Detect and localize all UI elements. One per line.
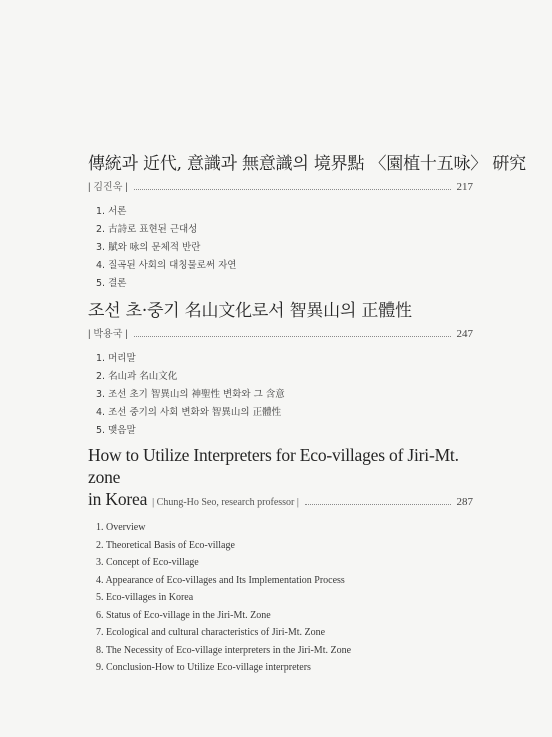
author-name: | Chung-Ho Seo, research professor |	[152, 497, 299, 508]
article-title: 조선 초·중기 名山文化로서 智異山의 正體性	[88, 301, 412, 321]
dot-leader	[134, 188, 451, 190]
dot-leader	[134, 335, 451, 337]
byline	[88, 488, 473, 510]
list-item: 2. Theoretical Basis of Eco-village	[96, 539, 235, 551]
section-list	[96, 203, 473, 293]
author-name: | 박용국 |	[88, 329, 128, 340]
list-item: 5. 맺음말	[96, 425, 136, 436]
list-item: 1. Overview	[96, 522, 146, 533]
list-item: 2. 名山과 名山文化	[96, 371, 178, 382]
dot-leader	[305, 503, 451, 505]
list-item: 9. Conclusion-How to Utilize Eco-village interpreters	[96, 662, 311, 673]
byline	[88, 326, 473, 340]
toc-entry-3	[88, 444, 473, 677]
list-item: 3. Concept of Eco-village	[96, 557, 199, 568]
toc-entry-2	[88, 300, 473, 440]
list-item: 2. 古詩로 표현된 근대성	[96, 224, 198, 235]
list-item: 5. Eco-villages in Korea	[96, 592, 194, 603]
list-item: 4. Appearance of Eco-villages and Its Implementation Process	[96, 574, 345, 586]
list-item: 6. Status of Eco-village in the Jiri-Mt. Zone	[96, 609, 271, 621]
list-item: 4. 질곡된 사회의 대칭물로써 자연	[96, 260, 237, 271]
list-item: 1. 머리말	[96, 353, 136, 364]
article-title: How to Utilize Interpreters for Eco-villages of Jiri-Mt. zone	[88, 445, 459, 487]
list-item: 5. 결론	[96, 278, 127, 289]
toc-entry-1	[88, 153, 526, 293]
author-name: | 김진욱 |	[88, 182, 128, 193]
list-item: 3. 賦와 咏의 문체적 반란	[96, 242, 201, 253]
list-item: 1. 서론	[96, 206, 127, 217]
list-item: 3. 조선 초기 智異山의 神聖性 변화와 그 含意	[96, 389, 285, 400]
section-list	[96, 350, 473, 440]
list-item: 8. The Necessity of Eco-village interpreters in the Jiri-Mt. Zone	[96, 644, 352, 656]
article-title: 傳統과 近代, 意識과 無意識의 境界點 〈園植十五咏〉 硏究	[88, 154, 526, 174]
page-number: 287	[456, 496, 473, 508]
article-title-continued: in Korea	[88, 489, 148, 509]
list-item: 7. Ecological and cultural characteristics of Jiri-Mt. Zone	[96, 627, 326, 638]
list-item: 4. 조선 중기의 사회 변화와 智異山의 正體性	[96, 407, 282, 418]
page-number: 247	[456, 328, 473, 340]
byline	[88, 179, 473, 193]
page-number: 217	[456, 181, 473, 193]
section-list	[96, 519, 473, 677]
